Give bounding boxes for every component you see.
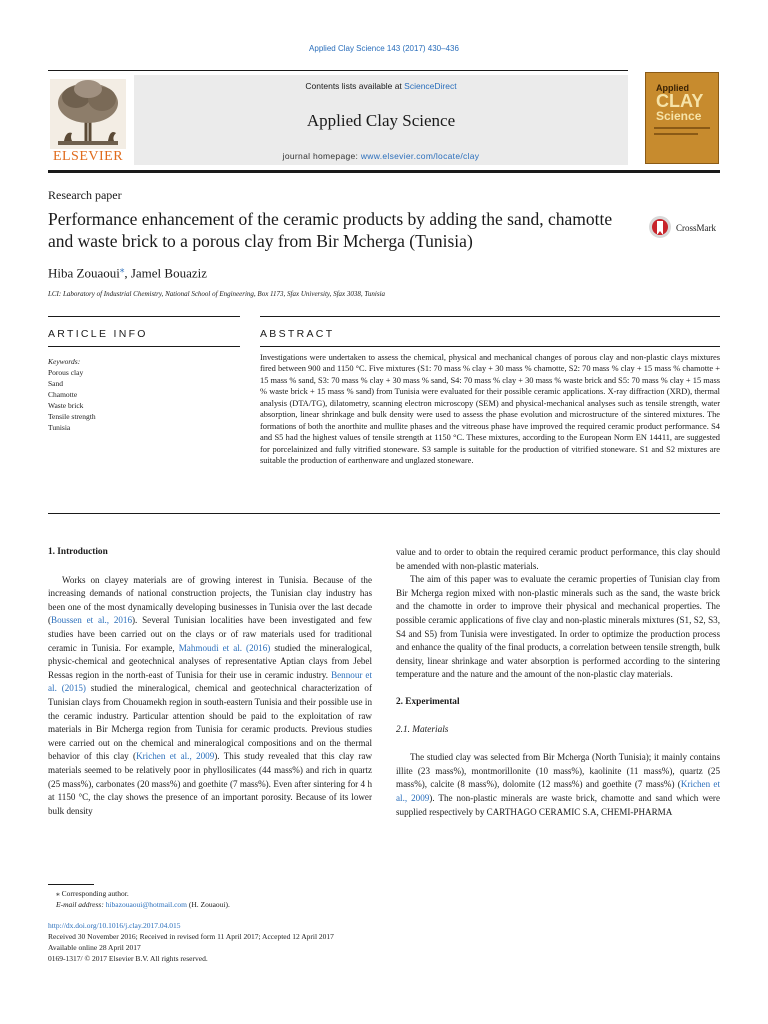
cover-decoration (654, 133, 698, 135)
article-type: Research paper (48, 188, 122, 202)
body-paragraph: value and to order to obtain the required ceramic product performance, this clay should be amended with non-plastic materials. (396, 547, 720, 571)
cover-decoration (654, 127, 710, 129)
journal-title-box (134, 75, 628, 165)
article-title: Performance enhancement of the ceramic products by adding the sand, chamotte and waste brick to a porous clay from Bir Mcherga (Tunisia) (48, 209, 613, 251)
citation-link[interactable]: Boussen et al., 2016 (51, 615, 133, 626)
doi-link[interactable]: http://dx.doi.org/10.1016/j.clay.2017.04.015 (48, 921, 181, 930)
keyword: Waste brick (48, 401, 84, 410)
body-paragraph: Works on clayey materials are of growing interest in Tunisia. Because of the increasing demands of national construction projects, the Tunisian clay industry has been one of the most dynamically developing businesses in Tunisia over the last decade (Boussen et al., 2016). Several Tunisian localities have been investigated and few studies have been carried out on the clays or of raw materials used for traditional ceramic in Tunisia. For example, Mahmoudi et al. (2016) studied the mineralogical, physic-chemical and geotechnical analyses of representative Aptian clays from Jebel Ressas region in the north-east of Tunisia for their use in ceramic industry. Bennour et al. (2015) studied the mineralogical, chemical and geotechnical characterization of Tunisian clays from Chouamekh region in south-eastern Tunisia and their possible use in the ceramic industry. Particular attention should be paid to the exploitation of raw materials in Bir Mcherga region from Tunisia for ceramic products. Previous studies were carried out on the chemical and mineralogical compositions and on the thermal behavior of this clay (Krichen et al., 2009). This study revealed that this clay raw materials seemed to be relatively poor in phyllosilicates (44 mass%) and rich in quartz (25 mass%), carbonates (20 mass%) and goethite (7 mass%). Even after sintering for 4 h at 1150 °C, the clay shows the presence of an important porosity. Because of its lower bulk density (48, 574, 373, 816)
header-divider (48, 170, 720, 173)
citation-link[interactable]: Krichen et al., 2009 (396, 779, 720, 803)
abstract-heading: ABSTRACT (260, 328, 335, 340)
publication-info (48, 920, 720, 964)
body-paragraph: The studied clay was selected from Bir Mcherga (North Tunisia); it mainly contains illite (23 mass%), montmorillonite (10 mass%), kaolinite (11 mass%), quartz (25 mass%), calcite (8 mass%), dolomite (12 mass%) and goethite (7 mass%) (Krichen et al., 2009). The non-plastic minerals are waste brick, chamotte and sand which were supplied respectively by CARTHAGO CERAMIC S.A, CHEMI-PHARMA (396, 752, 720, 817)
author-separator: , (124, 265, 131, 281)
journal-homepage-line (134, 151, 628, 161)
abstract-text: Investigations were undertaken to assess the chemical, physical and mechanical changes of porous clay and non-plastic clays mixtures fired between 900 and 1150 °C. Five mixtures (S1: 70 mass % clay + 30 mass % chamotte, S2: 70 mass % clay + 15 mass % chamotte + 15 mass % sand, S3: 70 mass % clay + 30 mass % sand, S4: 70 mass % clay + 30 mass % waste brick and S5: 70 mass % clay + 15 mass % waste brick + 15 mass % sand) from Tunisia were evaluated for their possible ceramic applications. X-ray diffraction (XRD), thermal analysis (DTA/TG), dilatometry, scanning electron microscopy (SEM) and physical-mechanical analyses such as tensile strength, water absorption, linear shrinkage and bulk density were used to assess the phase evolution and microstructure of the sintered mixtures. The formations of both the anorthite and mullite phases and the vitreous phase have improved the required ceramic product performance. S4 and S5 had the highest values of tensile strength at 1150 °C. These mixtures, according to the European Norm EN 14411, are suggested for porcelainized and fully vitrified stoneware. S3 sample is suitable for the production of vitrified stoneware. S1 and S2 mixtures are suitable the production of earthenware and unglazed stoneware. (260, 353, 720, 466)
footnotes (48, 888, 720, 910)
corresponding-author-note: ⁎ Corresponding author. (56, 889, 129, 898)
keyword: Tunisia (48, 423, 71, 432)
journal-citation-link[interactable]: Applied Clay Science 143 (2017) 430–436 (309, 44, 459, 53)
received-dates: Received 30 November 2016; Received in revised form 11 April 2017; Accepted 12 April 2017 (48, 932, 334, 941)
section-divider (48, 346, 240, 347)
keyword: Tensile strength (48, 412, 96, 421)
cover-line-1: Applied (656, 83, 689, 93)
available-online: Available online 28 April 2017 (48, 943, 141, 952)
corresponding-author-mark[interactable]: ⁎ (119, 264, 125, 274)
section-heading: 1. Introduction (48, 547, 108, 557)
copyright: 0169-1317/ © 2017 Elsevier B.V. All rights reserved. (48, 954, 208, 963)
crossmark-button[interactable] (648, 214, 728, 244)
author-name[interactable]: Jamel Bouaziz (130, 265, 208, 281)
contents-available-line (134, 81, 628, 91)
article-info-heading: ARTICLE INFO (48, 328, 148, 340)
author-name[interactable]: Hiba Zouaoui (48, 265, 120, 281)
section-heading: 2. Experimental (396, 696, 460, 707)
journal-homepage-link[interactable]: www.elsevier.com/locate/clay (360, 151, 480, 161)
citation-link[interactable]: Bennour et al. (2015) (48, 669, 372, 694)
body-column-right (396, 546, 720, 819)
email-label: E-mail address: (56, 900, 106, 909)
elsevier-wordmark: ELSEVIER (52, 149, 124, 164)
body-divider (48, 513, 720, 514)
cover-line-2: CLAY (656, 91, 704, 111)
journal-cover-thumbnail[interactable] (645, 72, 719, 164)
keywords-label: Keywords: (48, 357, 81, 366)
homepage-prefix: journal homepage: (282, 151, 361, 161)
keyword: Chamotte (48, 390, 78, 399)
authors-line (48, 264, 207, 281)
email-suffix: (H. Zouaoui). (186, 900, 230, 909)
crossmark-label: CrossMark (676, 223, 716, 233)
sciencedirect-link[interactable]: ScienceDirect (404, 81, 457, 91)
section-divider (260, 346, 720, 347)
journal-masthead (48, 70, 628, 167)
keyword: Porous clay (48, 368, 84, 377)
body-paragraph: The aim of this paper was to evaluate the ceramic properties of Tunisian clay from Bir Mcherga region mixed with non-plastic minerals such as the sand, the waste brick and the chamotte in order to improve their physical and mechanical properties. The possible ceramic applications of five clay and non-plastic minerals mixtures (S1, S2, S3, S4 and S5) from Tunisia were investigated. In order to optimize the production process and enhance the quality of the final products, a correlation between tensile strength, bulk density, linear shrinkage and water absorption is performed according to the sintering temperature and the nature and the amount of the non-plastic clay materials. (396, 574, 720, 680)
email-note (48, 899, 720, 910)
section-divider (48, 316, 240, 317)
crossmark-icon (648, 214, 672, 242)
section-divider (260, 316, 720, 317)
footnote-divider (48, 884, 94, 885)
contents-prefix: Contents lists available at (305, 81, 405, 91)
cover-line-3: Science (656, 109, 702, 123)
citation-link[interactable]: Mahmoudi et al. (2016) (178, 642, 271, 653)
email-link[interactable]: hibazouaoui@hotmail.com (105, 900, 187, 909)
citation-link[interactable]: Krichen et al., 2009 (136, 751, 215, 762)
body-column-left (48, 546, 372, 818)
affiliation: LCI: Laboratory of Industrial Chemistry, National School of Engineering, Box 1173, Sfax University, Sfax 3038, Tunisia (48, 290, 386, 298)
subsection-heading: 2.1. Materials (396, 724, 449, 735)
keyword: Sand (48, 379, 63, 388)
journal-name: Applied Clay Science (306, 111, 456, 130)
keywords-block (48, 356, 238, 433)
